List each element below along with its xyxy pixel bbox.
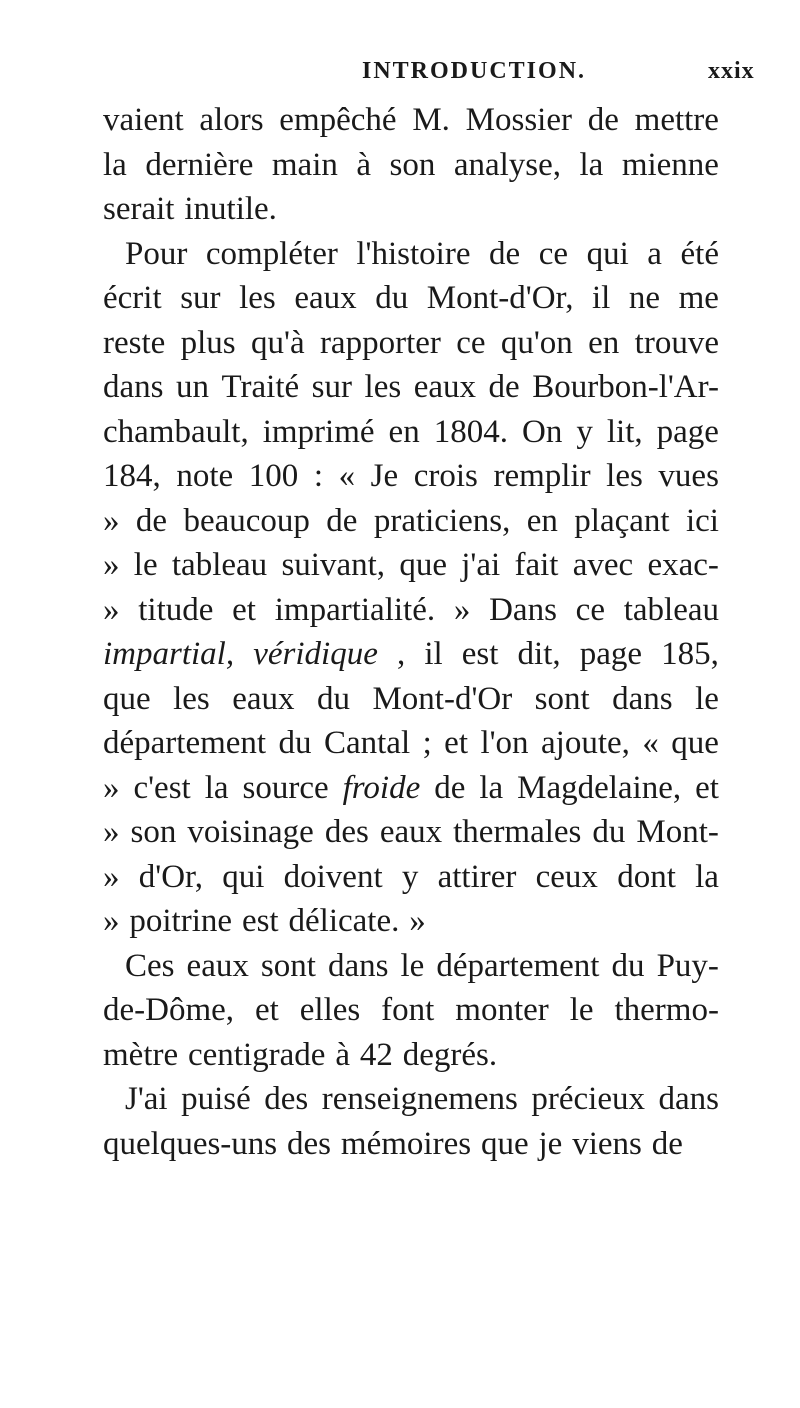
word: du xyxy=(316,680,350,717)
word: remplir xyxy=(493,458,591,494)
word: » xyxy=(103,858,120,895)
word: exac- xyxy=(647,547,719,583)
word: inutile. xyxy=(184,191,277,227)
word: est xyxy=(241,903,279,939)
word: c'est xyxy=(133,769,191,806)
word: trouve xyxy=(634,324,719,361)
word: J'ai xyxy=(125,1081,168,1117)
word: imprimé xyxy=(262,413,375,450)
word: dit, xyxy=(517,636,561,672)
word: et xyxy=(695,769,719,806)
text-line xyxy=(103,1077,719,1122)
word: et xyxy=(254,992,279,1028)
word: eaux xyxy=(186,947,249,984)
word: les xyxy=(606,458,643,494)
word: en xyxy=(526,502,558,539)
word: chambault, xyxy=(103,413,249,450)
word: mètre xyxy=(103,1036,179,1073)
word: rapporter xyxy=(319,324,441,361)
word: 1804. xyxy=(433,413,508,450)
word: page xyxy=(579,636,643,672)
word: 185, xyxy=(661,636,719,672)
word: Traité xyxy=(221,369,300,405)
word: thermales xyxy=(453,814,582,850)
word: dans xyxy=(658,1081,719,1117)
word: » xyxy=(409,903,426,939)
word: » xyxy=(103,903,120,939)
word: est xyxy=(461,636,499,672)
word: son xyxy=(389,146,436,183)
word: main xyxy=(271,146,338,183)
word: qui xyxy=(586,235,629,272)
word: de xyxy=(326,502,358,539)
word: compléter xyxy=(205,235,338,272)
word: voisinage xyxy=(187,814,314,850)
word: eaux xyxy=(379,814,443,850)
word: d'Or, xyxy=(138,858,203,895)
word: des xyxy=(287,1125,332,1162)
word: je xyxy=(538,1125,563,1162)
word: crois xyxy=(413,458,478,494)
word: l'on xyxy=(480,725,529,761)
word: sont xyxy=(260,947,316,984)
word: que xyxy=(480,1125,529,1162)
word: il xyxy=(424,636,443,672)
word: que xyxy=(671,725,719,761)
word: la xyxy=(103,146,127,183)
word: de xyxy=(135,502,168,539)
italic-word: impartial, xyxy=(103,636,235,672)
word: Ces xyxy=(125,947,175,984)
word: département xyxy=(103,725,267,761)
text-line xyxy=(103,454,719,499)
text-line xyxy=(103,899,719,944)
word: » xyxy=(103,769,120,806)
word: attirer xyxy=(437,858,517,895)
word: M. xyxy=(412,102,450,138)
word: ce xyxy=(456,324,486,361)
word: » xyxy=(453,591,471,628)
word: qui xyxy=(222,858,265,895)
word: ajoute, xyxy=(541,725,630,761)
word: des xyxy=(264,1081,309,1117)
word: le xyxy=(569,992,594,1028)
word: tableau xyxy=(623,591,719,628)
word: et xyxy=(444,725,468,761)
word: titude xyxy=(138,591,214,628)
page-number: xxix xyxy=(708,58,755,84)
text-line xyxy=(103,499,719,544)
word: Magdelaine, xyxy=(517,769,682,806)
word: des xyxy=(324,814,369,850)
word: Je xyxy=(370,458,399,494)
running-title: INTRODUCTION. xyxy=(362,58,587,84)
italic-word: froide xyxy=(342,769,421,806)
text-line xyxy=(103,232,719,277)
word: le xyxy=(695,680,719,717)
word: Puy- xyxy=(656,947,719,984)
word: sur xyxy=(180,280,221,316)
word: analyse, xyxy=(453,146,562,183)
word: 100 xyxy=(248,458,299,494)
text-line xyxy=(103,98,719,143)
word: de-Dôme, xyxy=(103,992,235,1028)
word: sont xyxy=(534,680,590,717)
word: ; xyxy=(422,725,432,761)
text-line xyxy=(103,988,719,1033)
word: dans xyxy=(612,680,673,717)
word: ce xyxy=(538,235,569,272)
word: 42 xyxy=(359,1036,393,1073)
word: eaux xyxy=(294,280,357,316)
word: de xyxy=(488,369,520,405)
word: les xyxy=(173,680,210,717)
word: viens xyxy=(572,1125,642,1162)
word: praticiens, xyxy=(373,502,511,539)
word: a xyxy=(647,235,662,272)
word: la xyxy=(479,769,504,806)
italic-word: véridique xyxy=(253,636,378,672)
word: font xyxy=(381,992,435,1028)
word: « xyxy=(642,725,659,761)
word: sur xyxy=(311,369,353,405)
word: mémoires xyxy=(340,1125,472,1162)
word: Mont-d'Or xyxy=(372,680,513,717)
text-line xyxy=(103,365,719,410)
word: vaient xyxy=(103,102,184,138)
word: alors xyxy=(199,102,264,138)
word: que xyxy=(103,680,151,717)
word: les xyxy=(364,369,402,405)
word: On xyxy=(521,413,563,450)
word: les xyxy=(239,280,276,316)
word: reste xyxy=(103,324,166,361)
text-line xyxy=(103,721,719,766)
word: : xyxy=(313,458,323,494)
word: Bourbon-l'Ar- xyxy=(532,369,719,405)
text-line xyxy=(103,632,719,677)
word: Dans xyxy=(489,591,557,628)
word: mettre xyxy=(634,102,719,138)
word: Mont- xyxy=(636,814,719,850)
word: du xyxy=(278,725,312,761)
word: délicate. xyxy=(288,903,400,939)
word: de xyxy=(651,1125,683,1162)
word: du xyxy=(611,947,645,984)
text-line xyxy=(103,543,719,588)
word: elles xyxy=(299,992,361,1028)
word: ne xyxy=(628,280,661,316)
word: Pour xyxy=(125,235,188,272)
word: et xyxy=(232,591,256,628)
word: source xyxy=(242,769,329,806)
word: impartialité. xyxy=(274,591,436,628)
word: degrés. xyxy=(402,1036,498,1073)
word: monter xyxy=(455,992,549,1028)
word: Mont-d'Or, xyxy=(426,280,574,316)
word: il xyxy=(592,280,611,316)
text-line xyxy=(103,276,719,321)
word: de xyxy=(434,769,466,806)
word: son xyxy=(130,814,177,850)
word: dernière xyxy=(145,146,254,183)
word: du xyxy=(375,280,409,316)
word: dans xyxy=(327,947,389,984)
word: du xyxy=(592,814,626,850)
word: thermo- xyxy=(614,992,719,1028)
word: suivant, xyxy=(281,547,386,583)
word: y xyxy=(401,858,419,895)
text-line xyxy=(103,677,719,722)
word: » xyxy=(103,502,120,539)
word: Cantal xyxy=(323,725,411,761)
word: à xyxy=(356,146,372,183)
word: eaux xyxy=(413,369,477,405)
word: mienne xyxy=(621,146,719,183)
word: l'histoire xyxy=(356,235,471,272)
word: été xyxy=(680,235,719,272)
word: y xyxy=(576,413,593,450)
word: j'ai xyxy=(461,547,501,583)
word: serait xyxy=(103,191,175,227)
word: « xyxy=(338,458,356,494)
word: puisé xyxy=(181,1081,251,1117)
word: me xyxy=(678,280,719,316)
word: eaux xyxy=(232,680,295,717)
word: lit, xyxy=(606,413,643,450)
text-line xyxy=(103,810,719,855)
word: dont xyxy=(617,858,676,895)
text-line xyxy=(103,187,719,232)
word: la xyxy=(695,858,719,895)
word: » xyxy=(103,814,120,850)
word: le xyxy=(400,947,425,984)
word: dans xyxy=(103,369,164,405)
word: ce xyxy=(575,591,605,628)
word: plus xyxy=(180,324,236,361)
word: département xyxy=(436,947,600,984)
word: en xyxy=(388,413,420,450)
word: vues xyxy=(658,458,719,494)
text-line xyxy=(103,766,719,811)
word: écrit xyxy=(103,280,162,316)
word: poitrine xyxy=(129,903,233,939)
word: le xyxy=(133,547,158,583)
word: beaucoup xyxy=(183,502,310,539)
word: qu'à xyxy=(251,324,305,361)
word: précieux xyxy=(531,1081,645,1117)
word: qu'on xyxy=(500,324,573,361)
word: la xyxy=(204,769,229,806)
word: plaçant xyxy=(574,502,670,539)
text-line xyxy=(103,588,719,633)
text-line xyxy=(103,1122,719,1167)
body-text xyxy=(103,98,719,1166)
word: empêché xyxy=(279,102,397,138)
text-line xyxy=(103,944,719,989)
word: la xyxy=(579,146,604,183)
word: de xyxy=(587,102,619,138)
word: que xyxy=(399,547,447,583)
word: ici xyxy=(685,502,719,539)
word: ceux xyxy=(535,858,598,895)
word: page xyxy=(656,413,719,450)
word: un xyxy=(176,369,210,405)
word: note xyxy=(176,458,234,494)
page-header xyxy=(0,58,800,90)
word: » xyxy=(103,547,120,583)
word: avec xyxy=(572,547,634,583)
text-line xyxy=(103,321,719,366)
word: doivent xyxy=(283,858,383,895)
word: de xyxy=(489,235,521,272)
word: , xyxy=(396,636,406,672)
word: à xyxy=(335,1036,350,1073)
word: Mossier xyxy=(465,102,572,138)
word: centigrade xyxy=(188,1036,326,1073)
word: fait xyxy=(514,547,559,583)
word: en xyxy=(588,324,620,361)
text-line xyxy=(103,855,719,900)
text-line xyxy=(103,1033,719,1078)
text-line xyxy=(103,410,719,455)
word: tableau xyxy=(171,547,268,583)
text-line xyxy=(103,143,719,188)
word: » xyxy=(103,591,120,628)
word: renseignemens xyxy=(321,1081,518,1117)
word: 184, xyxy=(103,458,161,494)
word: quelques-uns xyxy=(103,1125,278,1162)
